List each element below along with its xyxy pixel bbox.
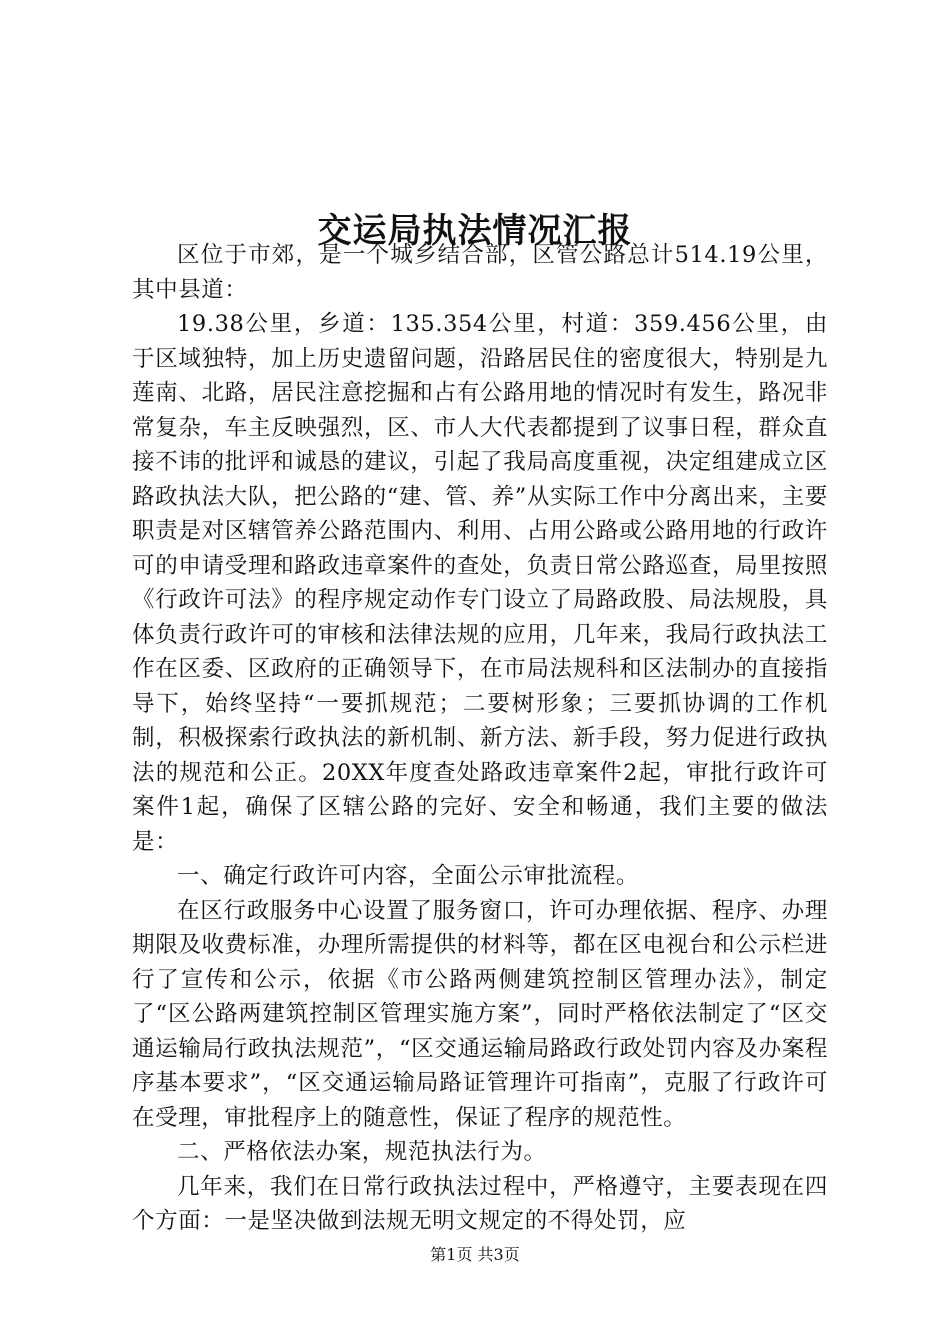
paragraph-section-2: 几年来，我们在日常行政执法过程中，严格遵守，主要表现在四个方面：一是坚决做到法规无明文规定的不得处罚，应 — [132, 1173, 828, 1234]
paragraph-intro: 区位于市郊，是一个城乡结合部，区管公路总计514.19公里，其中县道： — [132, 242, 828, 303]
document-body — [132, 238, 828, 1239]
section-heading-1: 一、确定行政许可内容，全面公示审批流程。 — [177, 863, 640, 889]
page-footer: 第1页 共3页 — [430, 1245, 520, 1264]
document-title: 交运局执法情况汇报 — [317, 210, 633, 251]
paragraph-section-1: 在区行政服务中心设置了服务窗口，许可办理依据、程序、办理期限及收费标准，办理所需提供的材料等，都在区电视台和公示栏进行了宣传和公示，依据《市公路两侧建筑控制区管理办法》，制定了“区公路两建筑控制区管理实施方案”，同时严格依法制定了“区交通运输局行政执法规范”，“区交通运输局路政行政处罚内容及办案程序基本要求”，“区交通运输局路证管理许可指南”，克服了行政许可在受理，审批程序上的随意性，保证了程序的规范性。 — [132, 897, 828, 1131]
paragraph-overview: 19.38公里，乡道：135.354公里，村道：359.456公里，由于区域独特，加上历史遗留问题，沿路居民住的密度很大，特别是九莲南、北路，居民注意挖掘和占有公路用地的情况时有发生，路况非常复杂，车主反映强烈，区、市人大代表都提到了议事日程，群众直接不讳的批评和诚恳的建议，引起了我局高度重视，决定组建成立区路政执法大队，把公路的“建、管、养”从实际工作中分离出来，主要职责是对区辖管养公路范围内、利用、占用公路或公路用地的行政许可的申请受理和路政违章案件的查处，负责日常公路巡查，局里按照《行政许可法》的程序规定动作专门设立了局路政股、局法规股，具体负责行政许可的审核和法律法规的应用，几年来，我局行政执法工作在区委、区政府的正确领导下，在市局法规科和区法制办的直接指导下，始终坚持“一要抓规范；二要树形象；三要抓协调的工作机制，积极探索行政执法的新机制、新方法、新手段，努力促进行政执法的规范和公正。20XX年度查处路政违章案件2起，审批行政许可案件1起，确保了区辖公路的完好、安全和畅通，我们主要的做法是： — [132, 311, 828, 855]
section-heading-2: 二、严格依法办案，规范执法行为。 — [177, 1139, 547, 1165]
